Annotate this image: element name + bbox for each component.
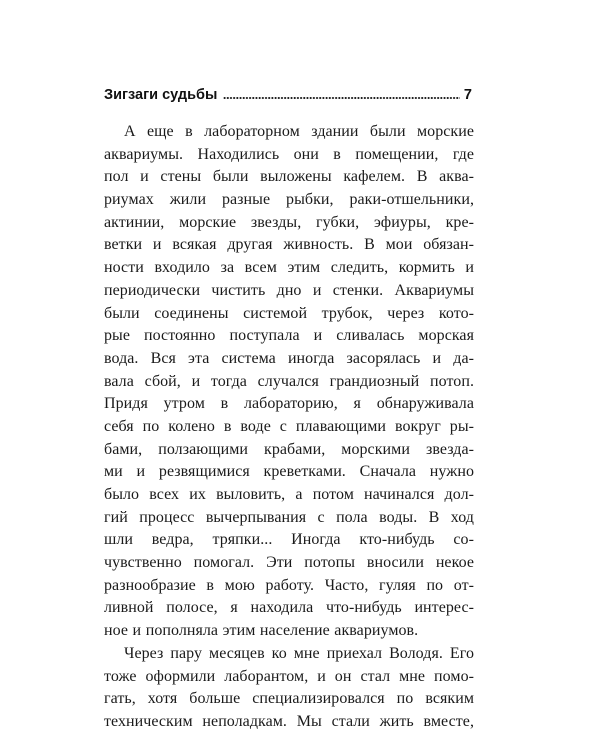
text-line: бами, ползающими крабами, морскими звезда-	[104, 440, 474, 458]
text-line: Через пару месяцев ко мне приехал Володя. Его	[124, 644, 474, 662]
book-title: Зигзаги судьбы	[104, 87, 218, 103]
text-line: вода. Вся эта система иногда засорялась и да-	[104, 349, 474, 367]
text-line: разнообразие в мою работу. Часто, гуляя по от-	[104, 576, 474, 594]
text-line: вала сбой, и тогда случался грандиозный потоп.	[104, 372, 474, 390]
text-line: пол и стены были выложены кафелем. В аква-	[104, 168, 474, 186]
text-line: периодически чистить дно и стенки. Аквариумы	[104, 281, 474, 299]
text-line: ветки и всякая другая живность. В мои обязан-	[104, 236, 474, 254]
text-line: тоже оформили лаборантом, и он стал мне помо-	[104, 667, 474, 685]
paragraph	[104, 643, 474, 734]
running-header	[104, 82, 472, 104]
paragraph	[104, 121, 474, 643]
text-line: ми и резвящимися креветками. Сначала нужно	[104, 463, 474, 481]
text-line: были соединены системой трубок, через кото-	[104, 304, 474, 322]
dotted-leader	[223, 96, 460, 100]
page-number: 7	[463, 87, 472, 103]
text-line: аквариумы. Находились они в помещении, где	[104, 145, 474, 163]
text-line: ности входило за всем этим следить, кормить и	[104, 259, 474, 277]
text-line: Придя утром в лабораторию, я обнаруживала	[104, 395, 474, 413]
text-line: гать, хотя больше специализировался по всяким	[104, 690, 474, 708]
text-line: ливной полосе, я находила что-нибудь интерес-	[104, 599, 474, 617]
text-line: себя по колено в воде с плавающими вокруг ры-	[104, 417, 474, 435]
text-line: ное и пополняла этим население аквариумов.	[104, 622, 419, 640]
text-line: актинии, морские звезды, губки, эфиуры, кре-	[104, 213, 474, 231]
text-line: было всех их выловить, а потом начинался дол-	[104, 486, 474, 503]
text-line: риумах жили разные рыбки, раки-отшельники,	[104, 191, 474, 209]
text-line: шли ведра, тряпки... Иногда кто-нибудь со-	[104, 531, 474, 549]
text-line: гий процесс вычерпывания с пола воды. В ход	[104, 508, 474, 526]
body-text	[104, 121, 474, 734]
text-line: техническим неполадкам. Мы стали жить вместе,	[104, 712, 474, 730]
text-line: рые постоянно поступала и сливалась морская	[104, 327, 474, 345]
text-line: А еще в лабораторном здании были морские	[124, 123, 474, 140]
text-line: чувственно помогал. Эти потопы вносили некое	[104, 554, 474, 572]
